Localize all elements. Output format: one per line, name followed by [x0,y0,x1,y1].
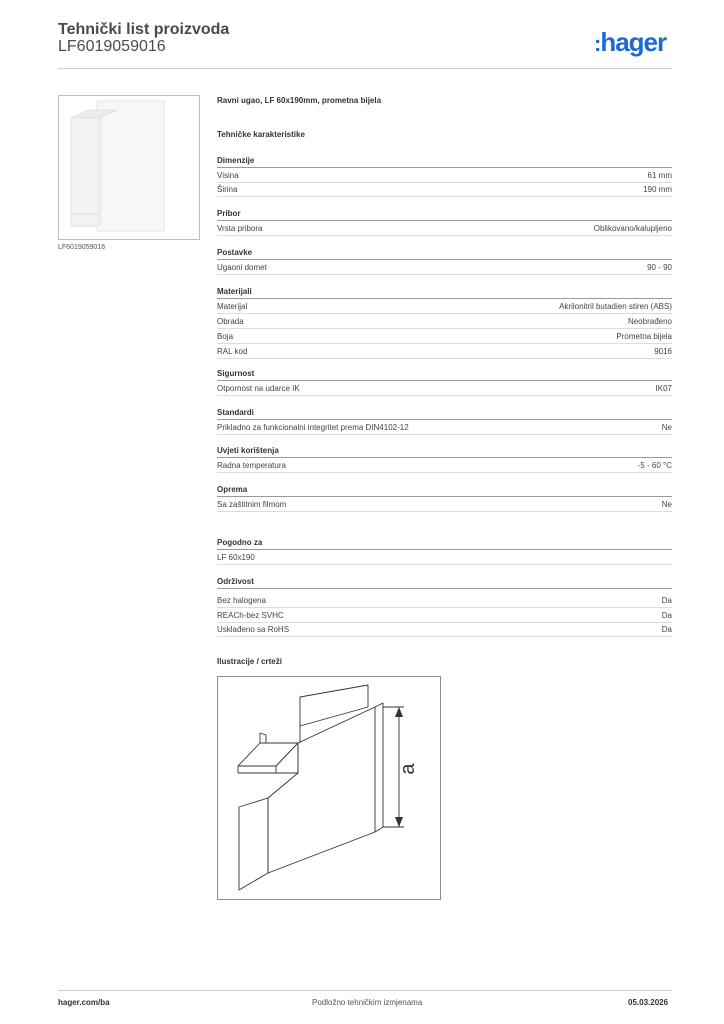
section-title-sigurnost: Sigurnost [217,369,672,381]
spec-row [217,346,672,359]
product-name: Ravni ugao, LF 60x190mm, prometna bijela [217,96,382,105]
spec-value: 9016 [654,347,672,356]
spec-key: Obrada [217,317,244,326]
spec-row [217,223,672,236]
document-title: Tehnički list proizvoda [58,21,230,38]
spec-value: -5 - 60 °C [637,461,672,470]
spec-row [217,262,672,275]
spec-row [217,552,672,565]
section-title-materijali: Materijali [217,287,672,299]
spec-key: Ugaoni domet [217,263,267,272]
footer-note: Podložno tehničkim izmjenama [312,998,423,1007]
spec-value: Oblikovano/kalupljeno [593,224,672,233]
spec-value: Ne [661,500,672,509]
footer-website-link[interactable]: hager.com/ba [58,998,110,1007]
spec-key: Vrsta pribora [217,224,263,233]
technical-drawing [217,676,441,900]
spec-value: 61 mm [647,171,672,180]
spec-key: Sa zaštitnim filmom [217,500,287,509]
spec-value: Akrilonitril butadien stiren (ABS) [559,302,672,311]
section-title-oprema: Oprema [217,485,672,497]
spec-value: Prometna bijela [616,332,672,341]
spec-key: Širina [217,185,238,194]
dimension-label-a: a [397,763,419,775]
spec-row [217,184,672,197]
spec-key: Bez halogena [217,596,266,605]
logo-dots: : [594,31,601,56]
header-divider [58,68,672,69]
spec-row [217,301,672,314]
section-title-dimenzije: Dimenzije [217,156,672,168]
spec-row [217,316,672,329]
spec-row [217,610,672,623]
spec-key: LF 60x190 [217,553,255,562]
spec-value: IK07 [655,384,672,393]
spec-row [217,460,672,473]
spec-value: Da [661,625,672,634]
footer-divider [58,990,672,991]
product-code: LF6019059016 [58,38,166,55]
spec-row [217,595,672,608]
spec-key: Materijal [217,302,248,311]
footer-date: 05.03.2026 [628,998,669,1007]
section-title-pogodno: Pogodno za [217,538,672,550]
spec-row [217,331,672,344]
spec-row [217,422,672,435]
spec-value: Neobrađeno [627,317,672,326]
specs-heading: Tehničke karakteristike [217,130,305,139]
spec-value: 190 mm [643,185,672,194]
section-title-postavke: Postavke [217,248,672,260]
section-title-pribor: Pribor [217,209,672,221]
spec-key: REACh-bez SVHC [217,611,284,620]
section-title-standardi: Standardi [217,408,672,420]
spec-value: Da [661,596,672,605]
section-title-uvjeti: Uvjeti korištenja [217,446,672,458]
product-image-caption: LF6019059016 [58,244,106,251]
spec-key: Otpornost na udarce IK [217,384,300,393]
spec-value: 90 - 90 [647,263,672,272]
spec-key: Radna temperatura [217,461,286,470]
spec-value: Ne [661,423,672,432]
hager-logo [594,27,666,58]
illustrations-title: Ilustracije / crteži [217,657,282,666]
spec-key: Visina [217,171,239,180]
spec-value: Da [661,611,672,620]
spec-key: Prikladno za funkcionalni integritet prema DIN4102-12 [217,423,409,432]
product-image [58,95,200,240]
spec-key: RAL kod [217,347,248,356]
spec-row [217,499,672,512]
logo-text: hager [600,27,667,57]
spec-row [217,383,672,396]
section-title-odrzivost: Održivost [217,577,672,589]
spec-key: Boja [217,332,234,341]
spec-row [217,170,672,183]
spec-key: Usklađeno sa RoHS [217,625,290,634]
spec-row [217,624,672,637]
